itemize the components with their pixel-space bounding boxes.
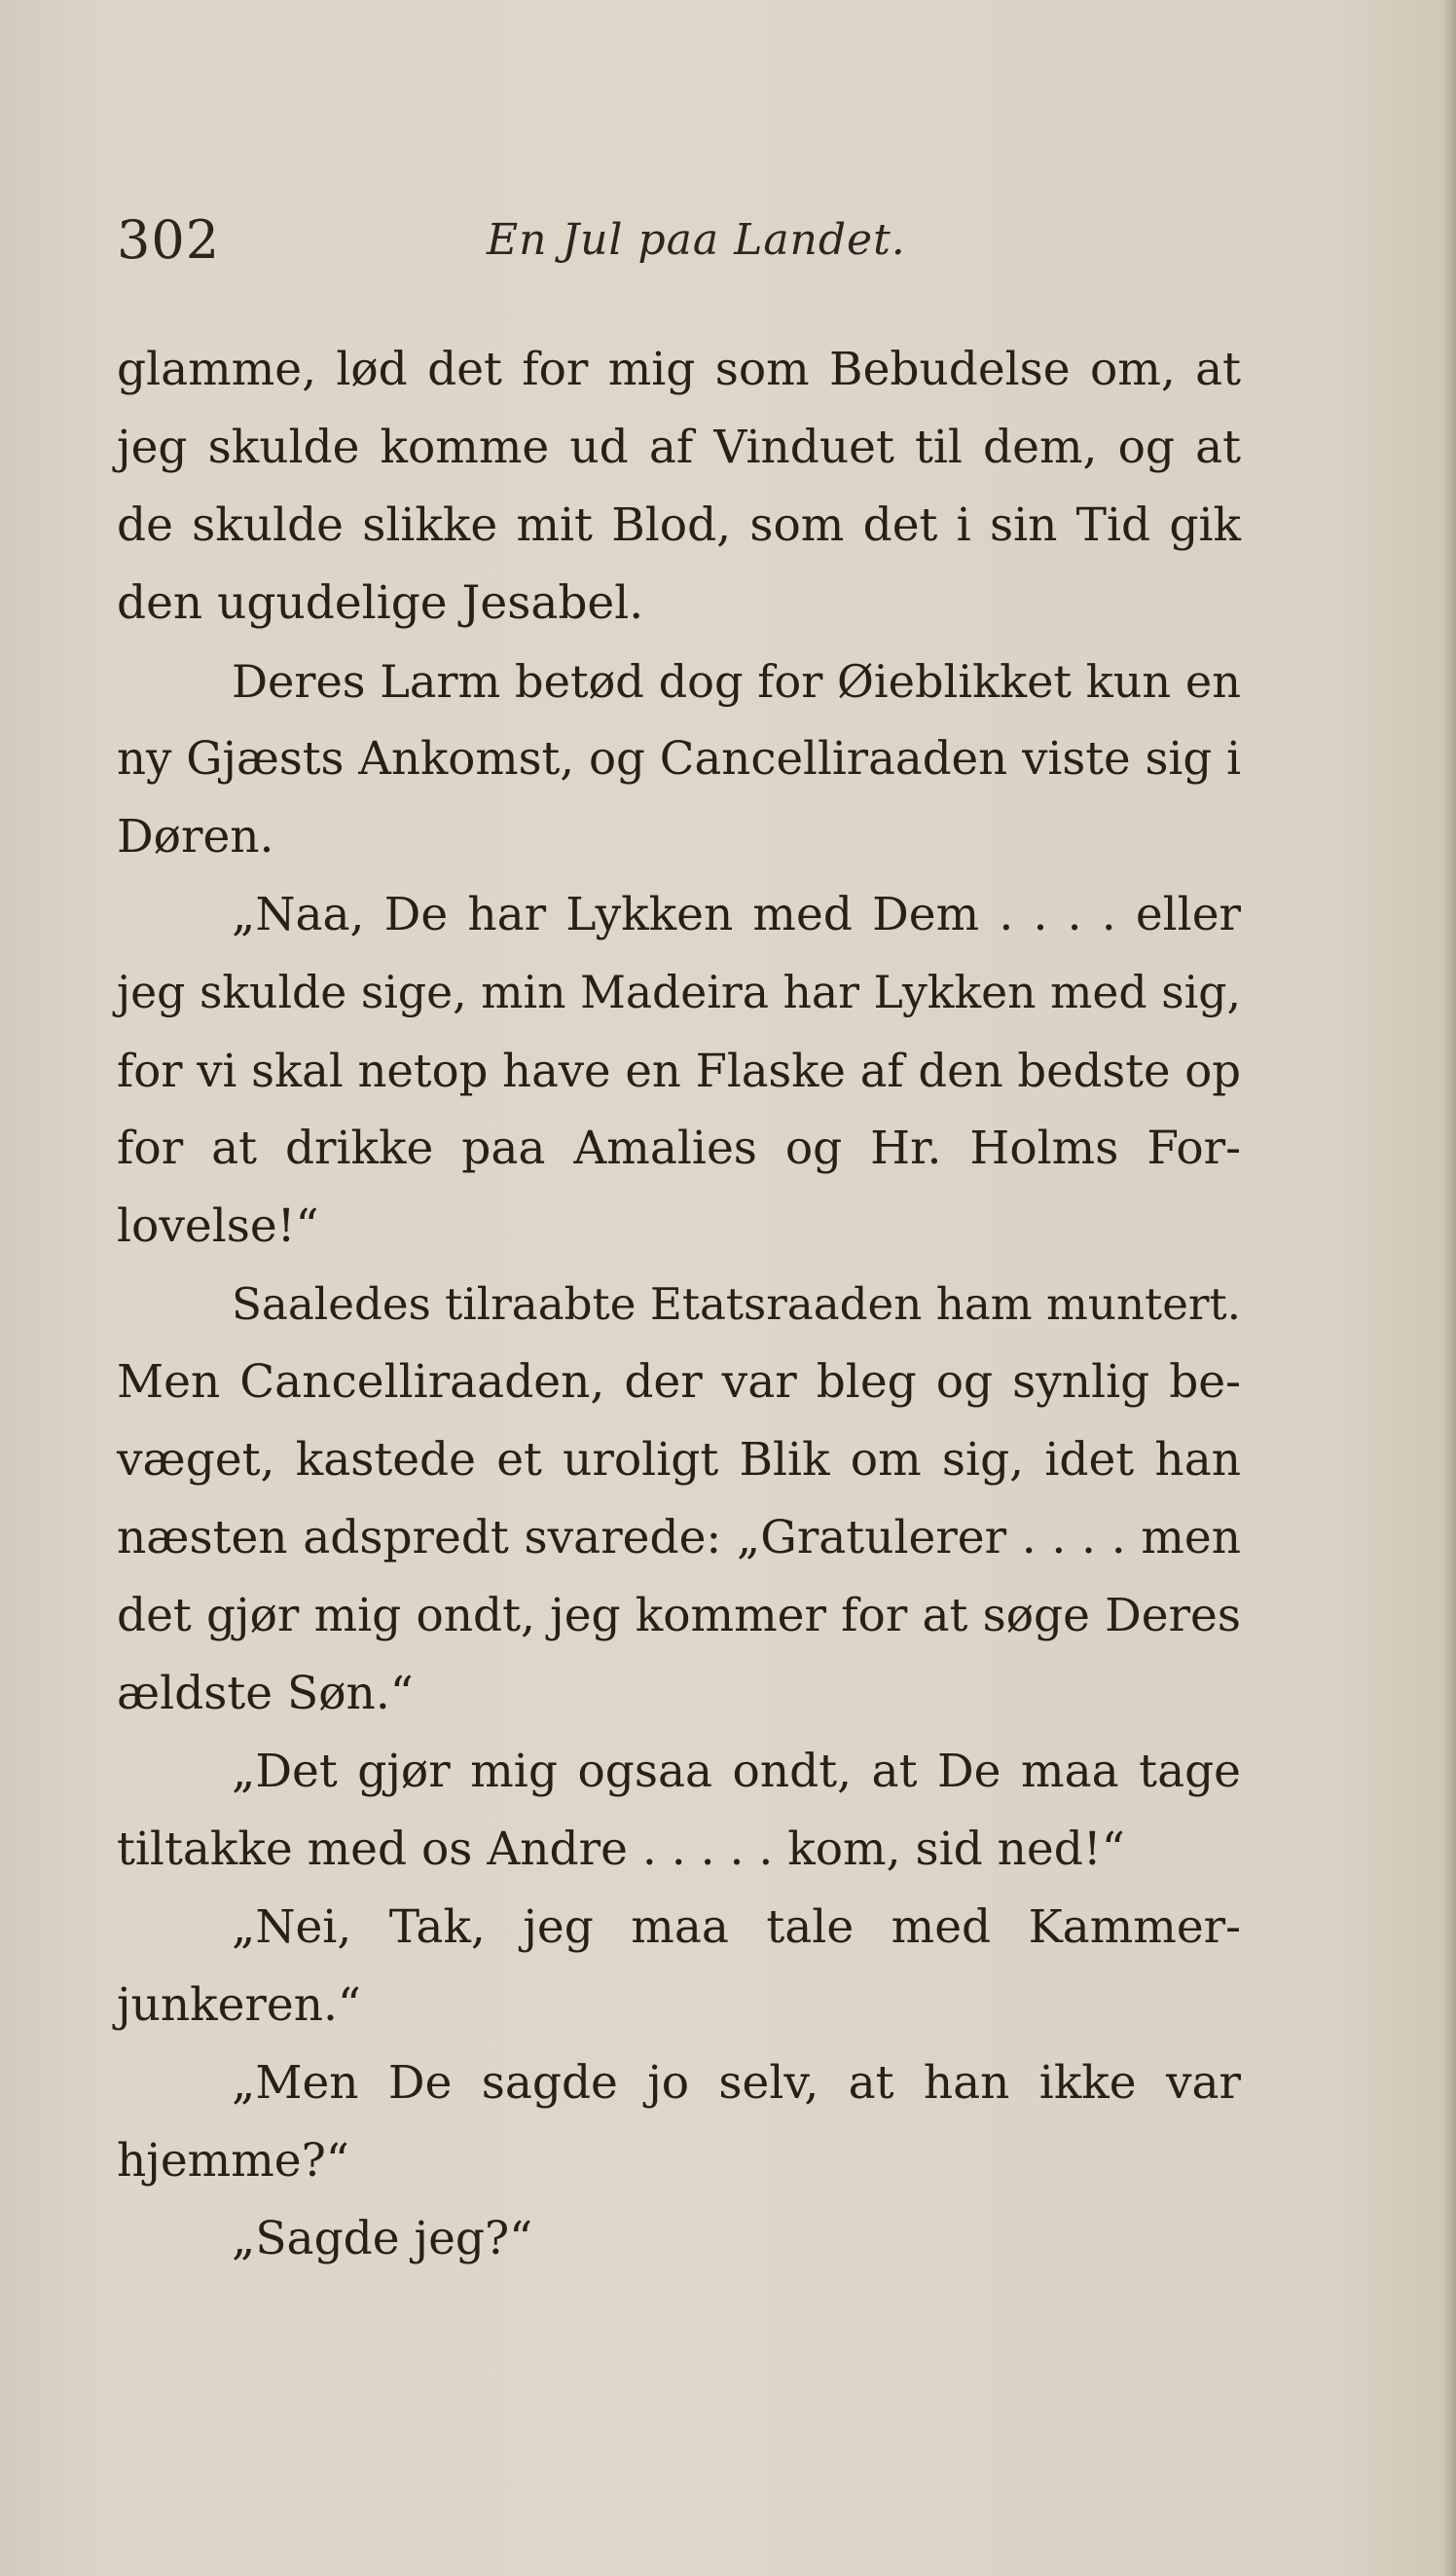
running-title: En Jul paa Landet. [487,215,906,265]
page-number: 302 [117,209,221,271]
text-line: ældste Søn.“ [117,1667,414,1720]
text-line: det gjør mig ondt, jeg kommer for at søge Deres [117,1589,1241,1642]
text-line: Saaledes tilraabte Etatsraaden ham muntert. [232,1278,1241,1330]
text-line: Døren. [117,810,274,864]
text-line: tiltakke med os Andre . . . . . kom, sid ned!“ [117,1822,1125,1876]
body-text [117,331,1241,2278]
text-line: for vi skal netop have en Flaske af den bedste op [117,1045,1241,1097]
text-line: „Det gjør mig ogsaa ondt, at De maa tage [232,1745,1241,1798]
text-line: „Naa, De har Lykken med Dem . . . . eller [232,888,1241,941]
text-line: junkeren.“ [117,1978,361,2032]
text-line: „Sagde jeg?“ [232,2212,533,2265]
text-line: de skulde slikke mit Blod, som det i sin Tid gik [117,498,1241,552]
text-line: for at drikke paa Amalies og Hr. Holms For- [117,1122,1241,1175]
text-line: hjemme?“ [117,2134,349,2188]
text-line: „Nei, Tak, jeg maa tale med Kammer- [232,1900,1241,1954]
page-header [117,209,1246,277]
text-line: næsten adspredt svarede: „Gratulerer . . . . men [117,1511,1241,1564]
text-line: jeg skulde sige, min Madeira har Lykken med sig, [117,967,1241,1018]
text-line: ny Gjæsts Ankomst, og Cancelliraaden viste sig i [117,733,1241,786]
page-edge-shadow [1442,0,1456,2576]
text-line: „Men De sagde jo selv, at han ikke var [232,2056,1241,2110]
text-line: Men Cancelliraaden, der var bleg og synlig be- [117,1355,1241,1409]
text-line: Deres Larm betød dog for Øieblikket kun en [232,655,1241,708]
text-line: lovelse!“ [117,1199,319,1253]
text-line: glamme, lød det for mig som Bebudelse om, at [117,343,1241,396]
text-line: jeg skulde komme ud af Vinduet til dem, og at [117,421,1241,474]
text-line: den ugudelige Jesabel. [117,576,644,630]
text-line: væget, kastede et uroligt Blik om sig, idet han [117,1433,1241,1487]
